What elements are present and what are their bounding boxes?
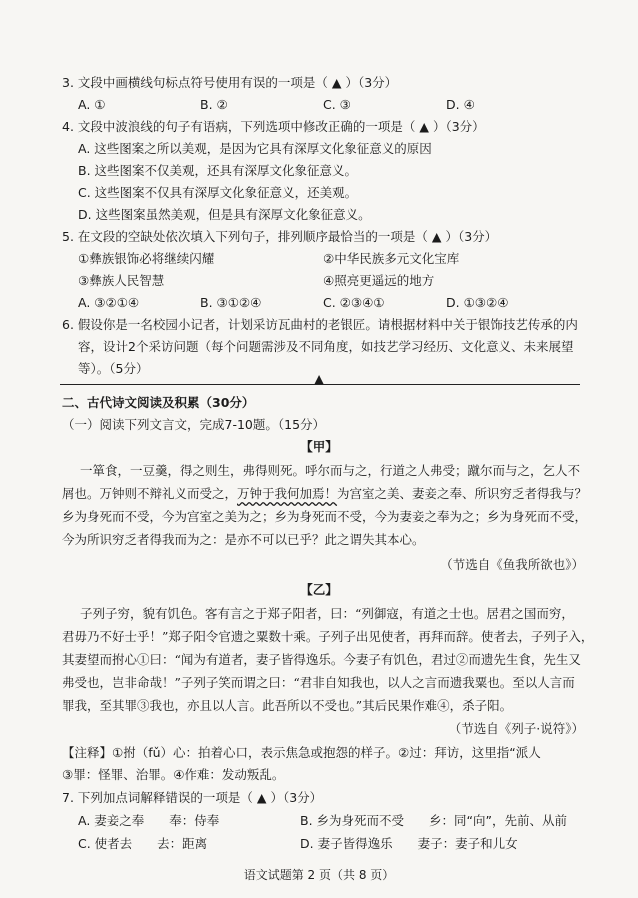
question-3-option-c: C. ③	[323, 97, 351, 112]
passage-yi-line-3: 其妻望而拊心①曰：“闻为有道者，妻子皆得逸乐。今妻子有饥色，君过②而遗先生食，先生又	[62, 652, 581, 667]
passage-yi-heading: 【乙】	[300, 582, 338, 597]
question-3-stem: 3. 文段中画横线句标点符号使用有误的一项是（ ▲ ）（3分）	[62, 75, 398, 90]
passage-yi-line-5: 罪我，至其罪③我也，亦且以人言。此吾所以不受也。”其后民果作难④，杀子阳。	[62, 698, 513, 713]
passage-jia-line-4: 今为所识穷乏者得我而为之：是亦不可以已乎？此之谓失其本心。	[62, 532, 425, 547]
question-4-option-b: B. 这些图案不仅美观，还具有深厚文化象征意义。	[78, 163, 358, 178]
question-5-option-b: B. ③①②④	[200, 295, 262, 310]
question-7-stem: 7. 下列加点词解释错误的一项是（ ▲ ）（3分）	[62, 790, 323, 805]
question-4-stem: 4. 文段中波浪线的句子有语病，下列选项中修改正确的一项是（ ▲ ）（3分）	[62, 119, 485, 134]
notes-line-1: 【注释】①拊（fǔ）心：拍着心口，表示焦急或抱怨的样子。②过：拜访，这里指“派人	[62, 745, 541, 760]
question-6-line-3: 等）。（5分）	[78, 361, 149, 376]
question-5-item-4: ④照亮更遥远的地方	[323, 273, 435, 288]
passage-jia-line-2: 屑也。万钟则不辩礼义而受之，万钟于我何加焉！为宫室之美、妻妾之奉、所识穷乏者得我与？	[62, 486, 588, 501]
question-5-item-2: ②中华民族多元文化宝库	[323, 251, 460, 266]
question-7-option-d: D. 妻子皆得逸乐 妻子：妻子和儿女	[300, 836, 518, 851]
section-2-title: 二、古代诗文阅读及积累（30分）	[62, 395, 255, 410]
question-5-option-a: A. ③②①④	[78, 295, 140, 310]
page-footer: 语文试题第 2 页（共 8 页）	[243, 868, 395, 882]
question-3-option-d: D. ④	[446, 97, 475, 112]
question-5-item-1: ①彝族银饰必将继续闪耀	[78, 251, 215, 266]
question-5-stem: 5. 在文段的空缺处依次填入下列句子，排列顺序最恰当的一项是（ ▲ ）（3分）	[62, 229, 498, 244]
passage-yi-line-1: 子列子穷，貌有饥色。客有言之于郑子阳者，曰：“列御寇，有道之士也。居君之国而穷，	[80, 606, 574, 621]
notes-line-2: ③罪：怪罪、治罪。④作难：发动叛乱。	[62, 767, 285, 782]
passage-yi-line-4: 弗受也，岂非命哉！”子列子笑而谓之曰：“君非自知我也，以人之言而遗我粟也。至以人言而	[62, 675, 575, 690]
question-6-line-2: 容，设计2个采访问题（每个问题需涉及不同角度，如技艺学习经历、文化意义、未来展望	[78, 339, 574, 354]
question-5-option-c: C. ②③④①	[323, 295, 385, 310]
question-7-option-b: B. 乡为身死而不受 乡：同“向”，先前、从前	[300, 813, 567, 828]
question-4-option-d: D. 这些图案虽然美观，但是具有深厚文化象征意义。	[78, 207, 371, 222]
passage-yi-source: （节选自《列子·说符》）	[448, 721, 584, 736]
passage-jia-line-3: 乡为身死而不受，今为宫室之美为之；乡为身死而不受，今为妻妾之奉为之；乡为身死而不受，	[62, 509, 588, 524]
question-6-line-1: 6. 假设你是一名校园小记者，计划采访瓦曲村的老银匠。请根据材料中关于银饰技艺传承的内	[62, 317, 578, 332]
question-4-option-c: C. 这些图案不仅具有深厚文化象征意义，还美观。	[78, 185, 358, 200]
wavy-underlined-sentence: 万钟于我何加焉！	[237, 486, 338, 501]
passage-yi-line-2: 君毋乃不好士乎！”郑子阳令官遗之粟数十乘。子列子出见使者，再拜而辞。使者去，子列子入，	[62, 629, 594, 644]
question-4-option-a: A. 这些图案之所以美观，是因为它具有深厚文化象征意义的原因	[78, 141, 432, 156]
passage-jia-line-1: 一箪食，一豆羹，得之则生，弗得则死。呼尔而与之，行道之人弗受；蹴尔而与之，乞人不	[80, 463, 581, 478]
answer-space-mark: ▲	[314, 371, 324, 386]
divider-line	[60, 384, 580, 385]
question-3-option-b: B. ②	[200, 97, 228, 112]
question-5-item-3: ③彝族人民智慧	[78, 273, 165, 288]
passage-jia-heading: 【甲】	[300, 439, 338, 454]
question-7-option-a: A. 妻妾之奉 奉：侍奉	[78, 813, 220, 828]
question-7-option-c: C. 使者去 去：距离	[78, 836, 208, 851]
question-5-option-d: D. ①③②④	[446, 295, 509, 310]
passage-jia-source: （节选自《鱼我所欲也》）	[440, 557, 584, 572]
question-3-option-a: A. ①	[78, 97, 106, 112]
section-2-subtitle: （一）阅读下列文言文，完成7-10题。（15分）	[62, 417, 326, 432]
